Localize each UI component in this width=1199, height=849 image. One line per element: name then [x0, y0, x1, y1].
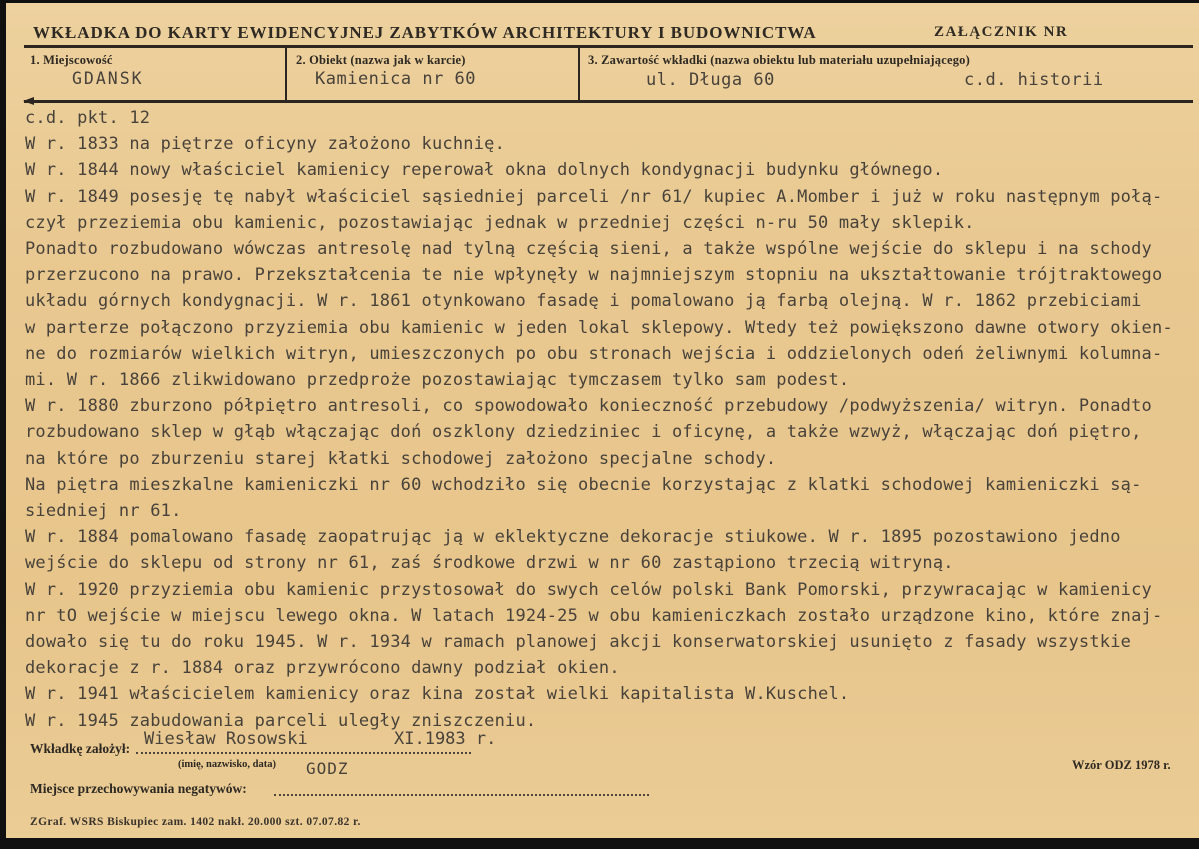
document-line: W r. 1849 posesję tę nabył właściciel sąsiedniej parceli /nr 61/ kupiec A.Momber i już w roku następnym połą-	[25, 186, 1163, 207]
document-line: W r. 1880 zburzono półpiętro antresoli, co spowodowało konieczność przebudowy /podwyższenia/ witryn. Ponadto	[25, 396, 1152, 417]
document-line: w parterze połączono przyziemia obu kamienic w jeden lokal sklepowy. Wtedy też powiększono dawne otwory okien-	[25, 317, 1173, 338]
document-line: W r. 1833 na piętrze oficyny założono kuchnię.	[25, 134, 506, 155]
document-line: ne do rozmiarów wielkich witryn, umieszczonych po obu stronach wejścia i oddzielonych odeń żeliwnymi kolumna-	[25, 343, 1163, 364]
document-line: c.d. pkt. 12	[25, 108, 151, 128]
founder-signature-line	[136, 752, 471, 754]
document-line: mi. W r. 1866 zlikwidowano przedproże pozostawiając tymczasem tylko sam podest.	[25, 370, 850, 391]
negatives-label: Miejsce przechowywania negatywów:	[30, 781, 247, 796]
document-line: W r. 1945 zabudowania parceli uległy zniszczeniu.	[25, 710, 537, 731]
print-info: ZGraf. WSRS Biskupiec zam. 1402 nakł. 20.000 szt. 07.07.82 r.	[30, 816, 361, 828]
header-bottom-rule	[24, 100, 1193, 103]
content-value-address: ul. Długa 60	[646, 70, 775, 90]
document-line: Ponadto rozbudowano wówczas antresolę nad tylną częścią sieni, a także wspólne wejście do sklepu i na schody	[25, 239, 1152, 260]
document-line: siedniej nr 61.	[25, 501, 182, 522]
content-label: 3. Zawartość wkładki (nazwa obiektu lub materiału uzupełniającego)	[588, 53, 970, 67]
document-line: rozbudowano sklep w głąb włączając doń oszklony dziedziniec i oficynę, a także wzwyż, włączając doń piętro,	[25, 422, 1142, 443]
field-separator-2	[578, 48, 580, 100]
negatives-line	[274, 794, 649, 796]
document-line: W r. 1844 nowy właściciel kamienicy reperował okna dolnych kondygnacji budynku głównego.	[25, 160, 944, 181]
content-value-note: c.d. historii	[964, 70, 1104, 90]
document-card	[6, 3, 1199, 838]
document-line: W r. 1884 pomalowano fasadę zaopatrując ją w eklektyczne dekoracje stiukowe. W r. 1895 pozostawiono jedno	[25, 527, 1121, 548]
founder-name: Wiesław Rosowski	[144, 729, 308, 749]
document-line: Na piętra mieszkalne kamieniczki nr 60 wchodziło się obecnie korzystając z klatki schodowej kamieniczki są-	[25, 474, 1142, 495]
document-line: dekoracje z r. 1884 oraz przywrócono dawny podział okien.	[25, 658, 620, 679]
founder-date: XI.1983 r.	[394, 729, 497, 749]
history-text-block	[25, 105, 1195, 734]
form-code: Wzór ODZ 1978 r.	[1072, 758, 1171, 772]
locality-value: GDANSK	[72, 69, 144, 88]
document-line: układu górnych kondygnacji. W r. 1861 otynkowano fasadę i pomalowano ją farbą olejną. W r. 1862 przebiciami	[25, 291, 1142, 312]
document-line: na które po zburzeniu starej kłatki schodowej założono specjalne schody.	[25, 448, 777, 469]
field-separator-1	[285, 48, 287, 100]
document-line: nr tO wejście w miejscu lewego okna. W latach 1924-25 w obu kamieniczkach zostało urządzone kino, które znaj-	[25, 605, 1163, 626]
document-line: wejście do sklepu od strony nr 61, zaś środkowe drzwi w nr 60 zastąpiono trzecią witryną.	[25, 553, 954, 574]
attachment-number-label: ZAŁĄCZNIK NR	[934, 24, 1069, 40]
founder-stamp: GODZ	[306, 759, 349, 778]
document-line: W r. 1920 przyziemia obu kamienic przystosował do swych celów polski Bank Pomorski, przywracając w kamienicy	[25, 579, 1152, 600]
founder-label: Wkładkę założył:	[30, 741, 131, 756]
founder-hint: (imię, nazwisko, data)	[178, 759, 276, 770]
document-line: czył przeziemia obu kamienic, pozostawiając jednak w przedniej części n-ru 50 mały sklepik.	[25, 212, 975, 233]
title-underline	[24, 45, 1193, 48]
document-line: dowało się tu do roku 1945. W r. 1934 w ramach planowej akcji konserwatorskiej usunięto z fasady wszystkie	[25, 632, 1132, 653]
document-title: WKŁADKA DO KARTY EWIDENCYJNEJ ZABYTKÓW ARCHITEKTURY I BUDOWNICTWA	[33, 23, 817, 42]
object-value: Kamienica nr 60	[315, 69, 477, 89]
locality-label: 1. Miejscowość	[30, 53, 113, 67]
document-line: przerzucono na prawo. Przekształcenia te nie wpłynęły w najmniejszym stopniu na ukształtowanie trójtraktowego	[25, 265, 1163, 286]
document-line: W r. 1941 właścicielem kamienicy oraz kina został wielki kapitalista W.Kuschel.	[25, 684, 850, 705]
object-label: 2. Obiekt (nazwa jak w karcie)	[296, 53, 466, 67]
